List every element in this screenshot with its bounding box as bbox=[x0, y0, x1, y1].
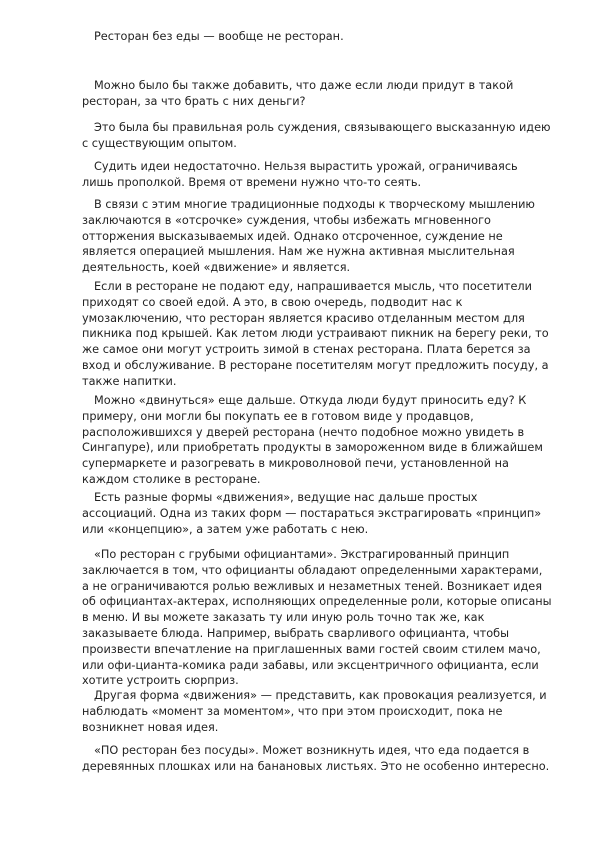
paragraph: Судить идеи недостаточно. Нельзя вырастить урожай, ограничиваясь лишь прополкой. Время от времени нужно что-то сеять. bbox=[82, 160, 518, 189]
paragraph: Ресторан без еды — вообще не ресторан. bbox=[94, 30, 344, 43]
paragraph: Можно было бы также добавить, что даже если люди придут в такой ресторан, за что брать с них деньги? bbox=[82, 79, 514, 108]
paragraph: Другая форма «движения» — представить, как провокация реализуется, и наблюдать «момент за моментом», что при этом происходит, пока не возникнет новая идея. bbox=[82, 689, 547, 734]
paragraph: «По ресторан с грубыми официантами». Экстрагированный принцип заключается в том, что официанты обладают определенными характерами, а не ограничиваются ролью вежливых и незаметных теней. Возникает идея об официантах-актерах, исполняющих определенные роли, которые описаны в меню. И вы можете заказать ту или иную роль точно так же, как заказываете блюда. Например, выбрать сварливого официанта, чтобы произвести впечатление на приглашенных вами гостей своим стилем мачо, или офи-цианта-комика ради забавы, или эксцентричного официанта, если хотите устроить сюрприз. bbox=[82, 548, 552, 688]
paragraph: Можно «двинуться» еще дальше. Откуда люди будут приносить еду? К примеру, они могли бы покупать ее в готовом виде у продавцов, расположившихся у дверей ресторана (нечто подобное можно увидеть в Сингапуре), или приобретать продукты в замороженном виде в ближайшем супермаркете и разогревать в микроволновой печи, установленной на каждом столике в ресторане. bbox=[82, 394, 543, 486]
paragraph: В связи с этим многие традиционные подходы к творческому мышлению заключаются в «отсрочке» суждения, чтобы избежать мгновенного отторжения высказываемых идей. Однако отсроченное, суждение не является операцией мышления. Нам же нужна активная мыслительная деятельность, коей «движение» и является. bbox=[82, 198, 535, 275]
paragraph: «ПО ресторан без посуды». Может возникнуть идея, что еда подается в деревянных плошках или на банановых листьях. Это не особенно интересно. bbox=[82, 744, 550, 773]
paragraph: Если в ресторане не подают еду, напрашивается мысль, что посетители приходят со своей едой. А это, в свою очередь, подводит нас к умозаключению, что ресторан является красиво отделанным местом для пикника под крышей. Как летом люди устраивают пикник на берегу реки, то же самое они могут устроить зимой в стенах ресторана. Плата берется за вход и обслуживание. В ресторане посетителям могут предложить посуду, а также напитки. bbox=[82, 280, 549, 388]
paragraph: Это была бы правильная роль суждения, связывающего высказанную идею с существующим опытом. bbox=[82, 121, 551, 150]
paragraph: Есть разные формы «движения», ведущие нас дальше простых ассоциаций. Одна из таких форм — постараться экстрагировать «принцип» или «концепцию», а затем уже работать с нею. bbox=[82, 491, 542, 536]
